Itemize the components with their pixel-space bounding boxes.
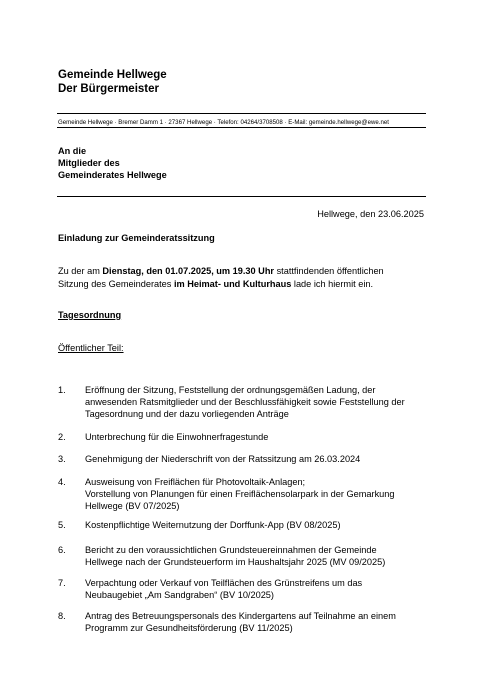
recipient-line-3: Gemeinderates Hellwege (58, 170, 167, 180)
intro-text-2: stattfindenden öffentlichen (274, 266, 384, 276)
agenda-item-text: Eröffnung der Sitzung, Feststellung der ordnungsgemäßen Ladung, der (85, 385, 376, 395)
sender-address-line: Gemeinde Hellwege · Bremer Damm 1 · 27367 Hellwege · Telefon: 04264/3708508 · E-Mail: gemeinde.hellwege@ewe.net (58, 119, 389, 126)
agenda-item-text: Vorstellung von Planungen für einen Freiflächensolarpark in der Gemarkung (85, 489, 395, 499)
agenda-item-text: Tagesordnung und der dazu vorliegenden Anträge (85, 409, 289, 419)
agenda-item-text: Genehmigung der Niederschrift von der Ratssitzung am 26.03.2024 (85, 454, 361, 464)
letterhead-rule-bottom (57, 127, 426, 128)
agenda-item-text: Ausweisung von Freiflächen für Photovoltaik-Anlagen; (85, 477, 306, 487)
letter-subject: Einladung zur Gemeinderatssitzung (58, 233, 215, 243)
meeting-date-time: Dienstag, den 01.07.2025, um 19.30 Uhr (102, 266, 275, 276)
letter-date: Hellwege, den 23.06.2025 (317, 209, 424, 219)
mayor-title: Der Bürgermeister (58, 83, 159, 95)
letterhead-rule-top (57, 113, 426, 114)
agenda-item-text: Verpachtung oder Verkauf von Teilflächen des Grünstreifens um das (85, 578, 363, 588)
recipient-rule (57, 196, 426, 197)
agenda-item-text: Neubaugebiet „Am Sandgraben“ (BV 10/2025) (85, 590, 274, 600)
agenda-item-text: Hellwege (BV 07/2025) (85, 501, 180, 511)
agenda-item-text: Antrag des Betreuungspersonals des Kindergartens auf Teilnahme an einem (85, 611, 396, 621)
agenda-item-text: Kostenpflichtige Weiternutzung der Dorffunk-App (BV 08/2025) (85, 520, 341, 530)
agenda-item-text: Programm zur Gesundheitsförderung (BV 11/2025) (85, 623, 293, 633)
agenda-item-text: anwesenden Ratsmitglieder und der Beschlussfähigkeit sowie Feststellung der (85, 397, 405, 407)
intro-text-3: Sitzung des Gemeinderates (58, 279, 174, 289)
agenda-heading: Tagesordnung (58, 310, 122, 320)
agenda-item-number: 8. (58, 611, 66, 621)
intro-text-1: Zu der am (58, 266, 103, 276)
agenda-item-number: 7. (58, 578, 66, 588)
recipient-line-1: An die (58, 146, 87, 156)
agenda-item-text: Hellwege nach der Grundsteuerform im Haushaltsjahr 2025 (MV 09/2025) (85, 557, 386, 567)
recipient-line-2: Mitglieder des (58, 158, 120, 168)
agenda-item-number: 3. (58, 454, 66, 464)
municipality-name: Gemeinde Hellwege (58, 69, 167, 81)
public-part-heading: Öffentlicher Teil: (58, 343, 124, 353)
meeting-location: im Heimat- und Kulturhaus (173, 279, 292, 289)
agenda-item-number: 2. (58, 432, 66, 442)
intro-paragraph (58, 265, 430, 291)
intro-text-4: lade ich hiermit ein. (291, 279, 374, 289)
agenda-item-text: Unterbrechung für die Einwohnerfragestunde (85, 432, 269, 442)
agenda-item-number: 1. (58, 385, 66, 395)
recipient-block (58, 145, 167, 181)
agenda-item-text: Bericht zu den voraussichtlichen Grundsteuereinnahmen der Gemeinde (85, 545, 377, 555)
agenda-item-number: 6. (58, 545, 66, 555)
agenda-item-number: 5. (58, 520, 66, 530)
agenda-item-number: 4. (58, 477, 66, 487)
